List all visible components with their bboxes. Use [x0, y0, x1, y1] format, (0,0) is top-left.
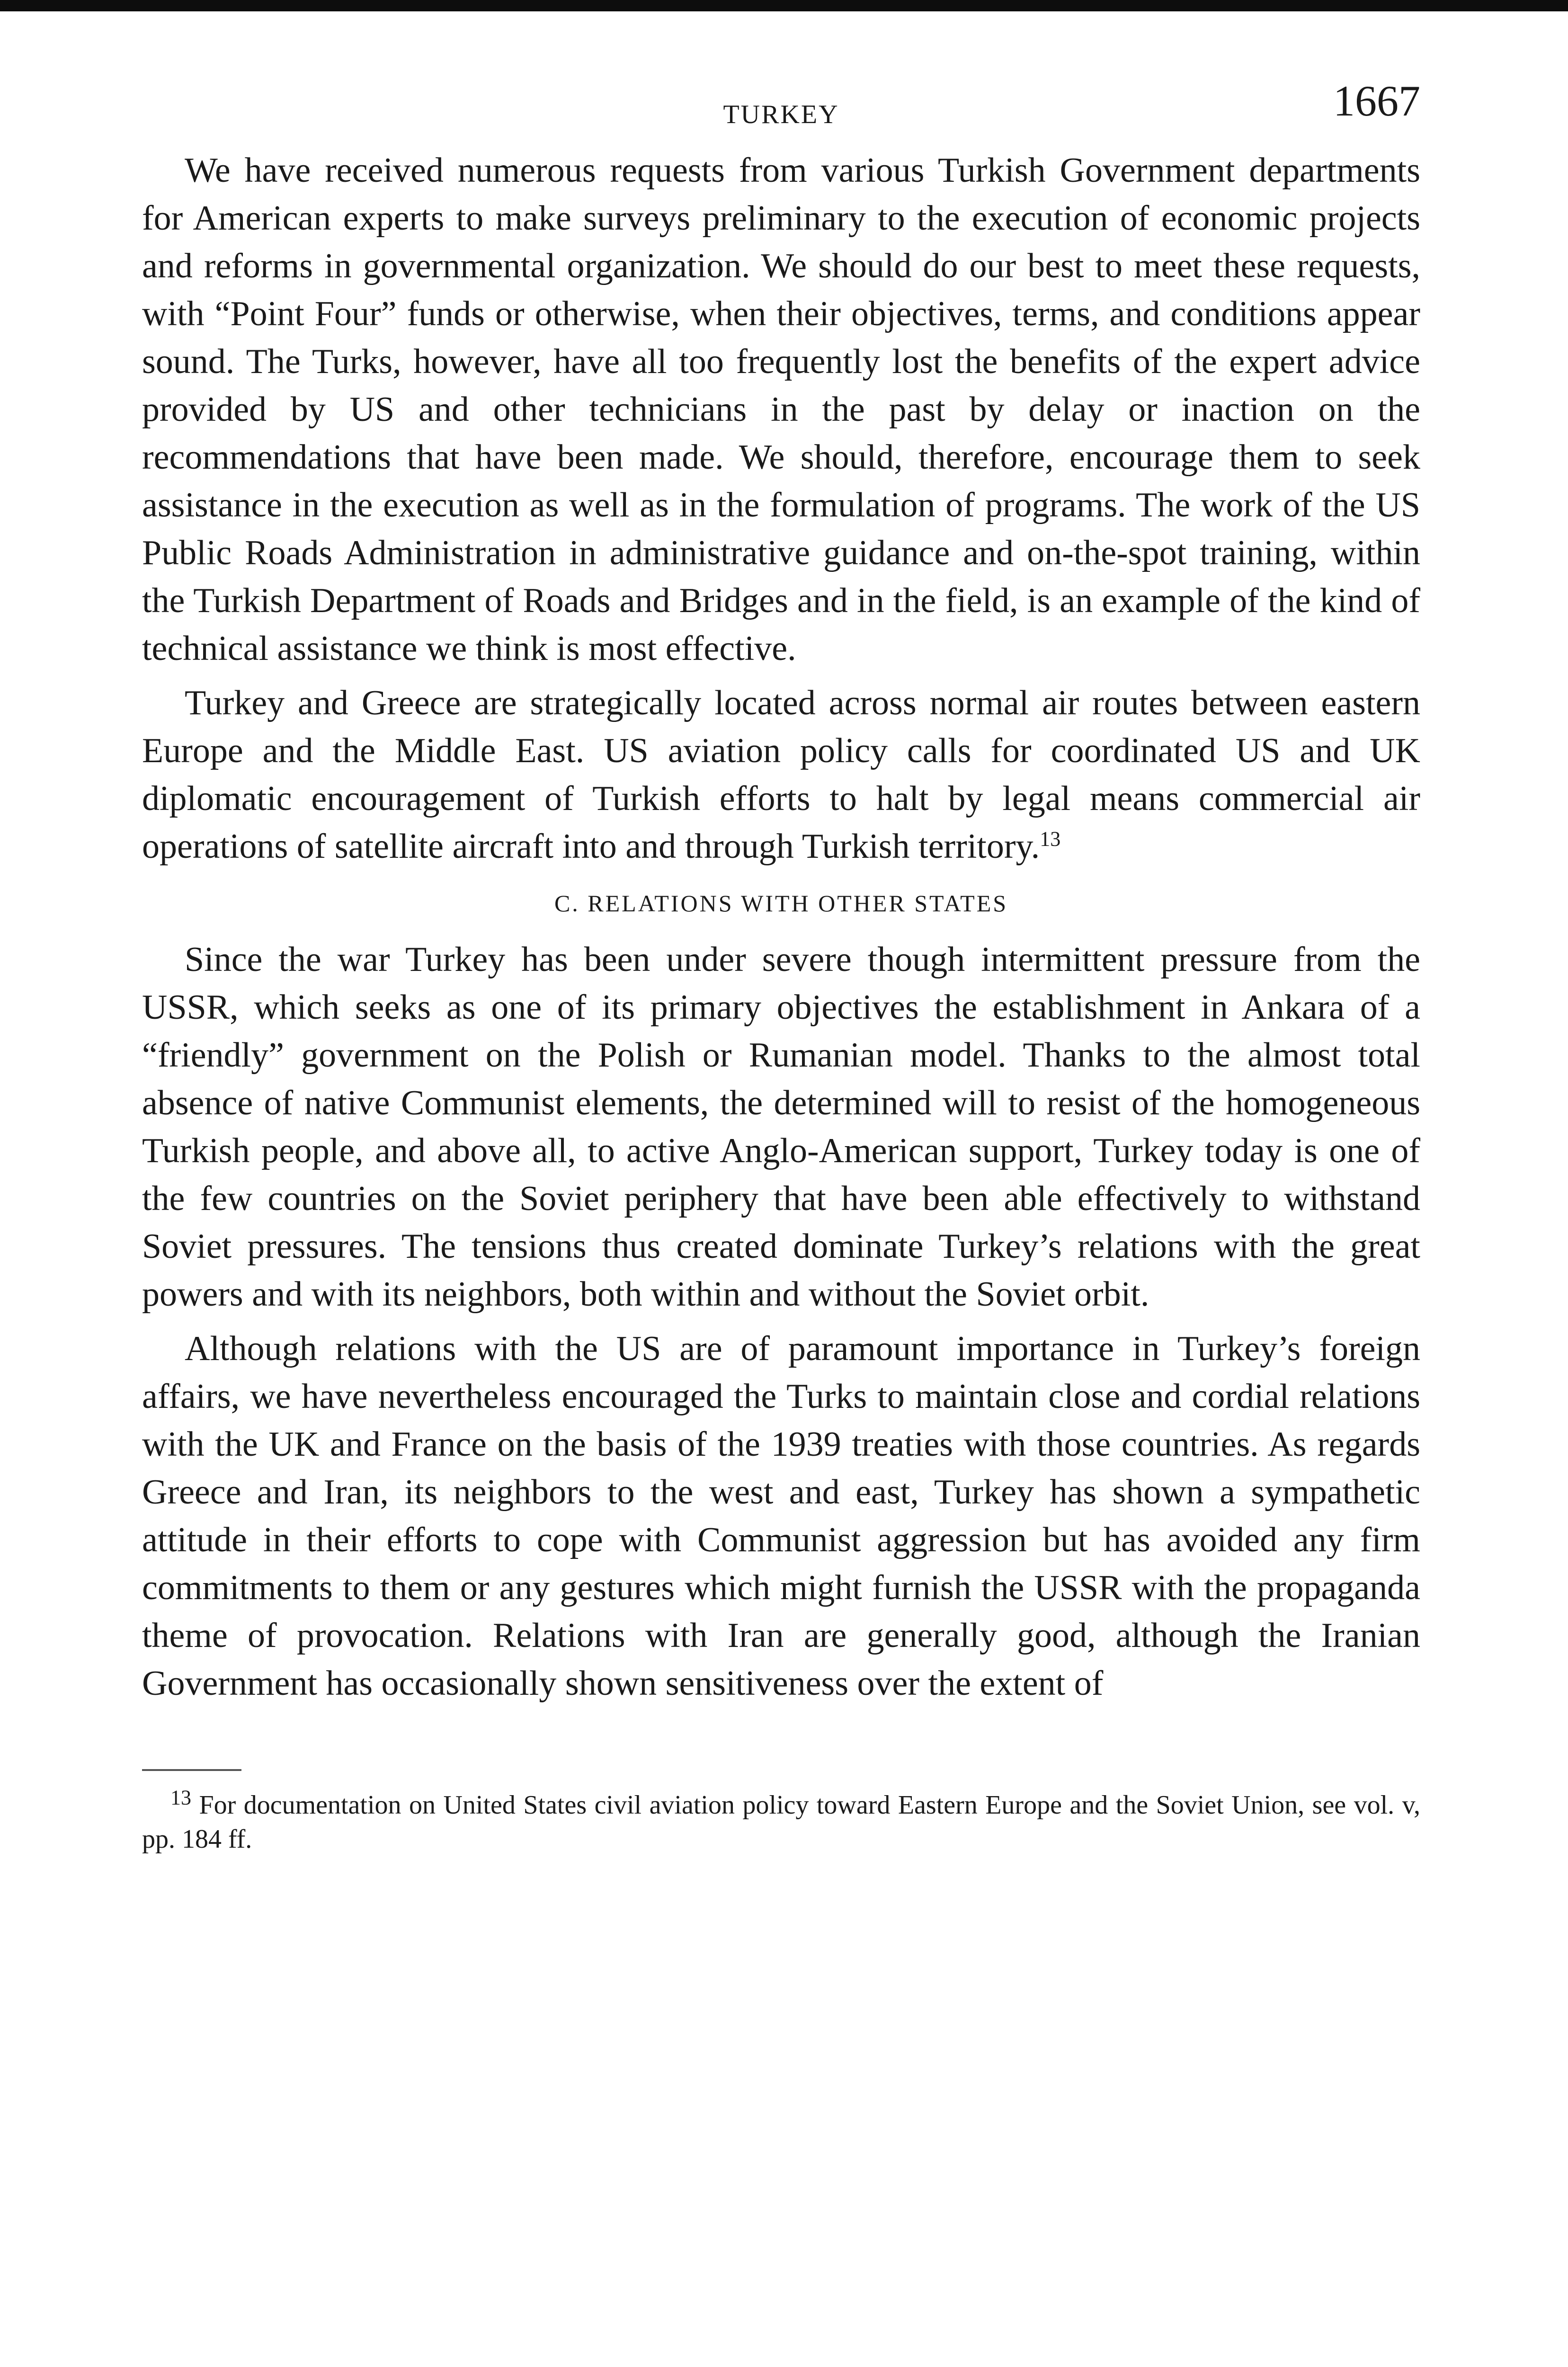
running-title: TURKEY	[723, 100, 839, 129]
paragraph-aviation-policy	[142, 679, 1420, 871]
paragraph-soviet-pressure: Since the war Turkey has been under severe though intermittent pressure from the USSR, which seeks as one of its primary objectives the establishment in Ankara of a “friendly” government on the Polish or Rumanian model. Thanks to the almost total absence of native Communist elements, the determined will to resist of the homogeneous Turkish people, and above all, to active Anglo-American support, Turkey today is one of the few countries on the Soviet periphery that have been able effectively to withstand Soviet pressures. The tensions thus created dominate Turkey’s relations with the great powers and with its neighbors, both within and without the Soviet orbit.	[142, 940, 1420, 1314]
page-number: 1667	[1333, 77, 1420, 125]
top-border-rule	[0, 0, 1568, 11]
footnote-reference: 13	[1040, 827, 1061, 851]
footnote-separator	[142, 1769, 241, 1771]
paragraph-technical-assistance: We have received numerous requests from various Turkish Government departments for American experts to make surveys preliminary to the execution of economic projects and reforms in governmental organization. We should do our best to meet these requests, with “Point Four” funds or otherwise, when their objectives, terms, and conditions appear sound. The Turks, however, have all too frequently lost the benefits of the expert advice provided by US and other technicians in the past by delay or inaction on the recommendations that have been made. We should, therefore, encourage them to seek assistance in the execution as well as in the formulation of programs. The work of the US Public Roads Administration in administrative guidance and on-the-spot training, within the Turkish Department of Roads and Bridges and in the field, is an example of the kind of technical assistance we think is most effective.	[142, 151, 1420, 668]
footnote-text: For documentation on United States civil aviation policy toward Eastern Europe and the Soviet Union, see vol. v, pp. 184 ff.	[142, 1790, 1421, 1854]
paragraph-aviation-text: Turkey and Greece are strategically located across normal air routes between eastern Europe and the Middle East. US aviation policy calls for coordinated US and UK diplomatic encouragement of Turkish efforts to halt by legal means commercial air operations of satellite aircraft into and through Turkish territory.	[142, 684, 1420, 866]
document-page	[142, 66, 1420, 1856]
running-header	[142, 66, 1420, 147]
footnote-number: 13	[170, 1786, 191, 1809]
paragraph-foreign-relations: Although relations with the US are of paramount importance in Turkey’s foreign affairs, we have nevertheless encouraged the Turks to maintain close and cordial relations with the UK and France on the basis of the 1939 treaties with those countries. As regards Greece and Iran, its neighbors to the west and east, Turkey has shown a sympathetic attitude in their efforts to cope with Communist aggression but has avoided any firm commitments to them or any gestures which might furnish the USSR with the propaganda theme of provocation. Relations with Iran are generally good, although the Iranian Government has occasionally shown sensitiveness over the extent of	[142, 1329, 1420, 1703]
footnote	[142, 1788, 1420, 1856]
section-heading: C. RELATIONS WITH OTHER STATES	[554, 890, 1008, 917]
